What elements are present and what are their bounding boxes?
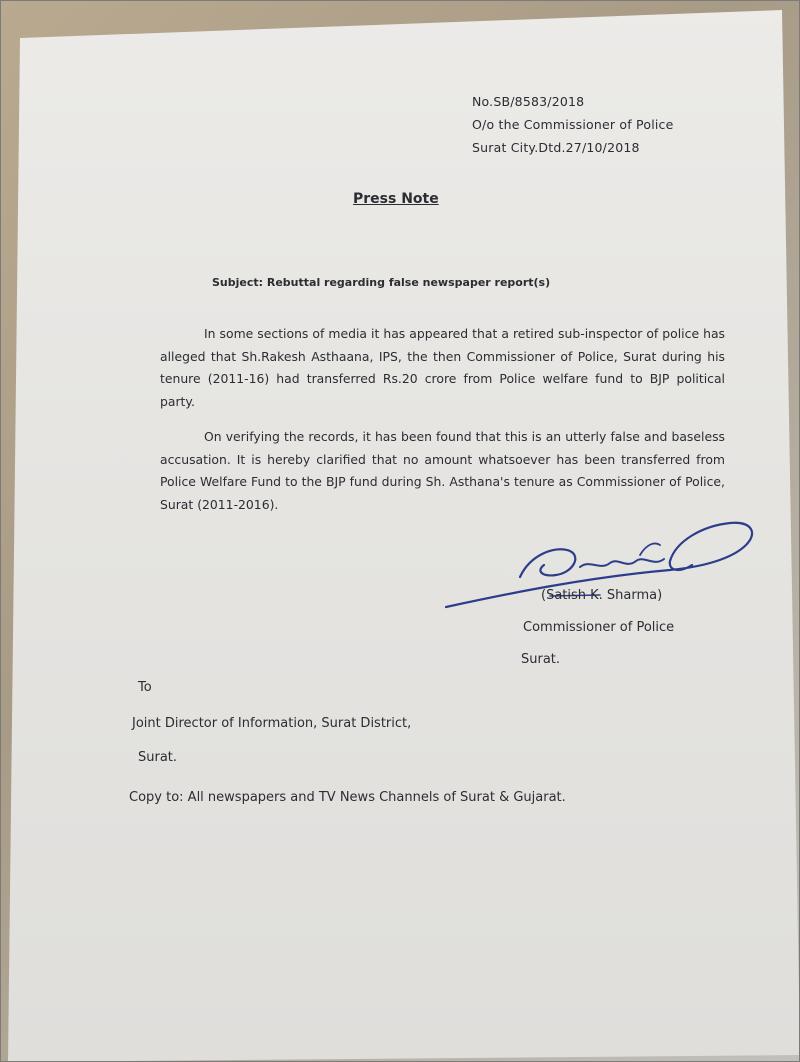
subject-line: Subject: Rebuttal regarding false newspaper report(s) xyxy=(212,276,551,289)
signatory-designation: Commissioner of Police xyxy=(523,620,675,635)
body-paragraph-1: In some sections of media it has appeared that a retired sub-inspector of police has alleged that Sh.Rakesh Asthaana, IPS, the then Commissioner of Police, Surat during his tenure (2011-16) had transferred Rs.20 crore from Police welfare fund to BJP political party. xyxy=(160,326,725,409)
recipient-to-label: To xyxy=(138,680,152,695)
document-title: Press Note xyxy=(353,191,439,207)
place-and-date: Surat City.Dtd.27/10/2018 xyxy=(472,140,640,155)
recipient-line-1: Joint Director of Information, Surat District, xyxy=(132,716,412,731)
copy-to-line: Copy to: All newspapers and TV News Channels of Surat & Gujarat. xyxy=(129,790,566,805)
signatory-place: Surat. xyxy=(521,652,561,667)
recipient-line-2: Surat. xyxy=(138,750,178,765)
issuing-office: O/o the Commissioner of Police xyxy=(472,117,674,132)
body-paragraph-2: On verifying the records, it has been found that this is an utterly false and baseless accusation. It is hereby clarified that no amount whatsoever has been transferred from Police Welfare Fund to the BJP fund during Sh. Asthana's tenure as Commissioner of Police, Surat (2011-2016). xyxy=(160,429,725,512)
reference-number: No.SB/8583/2018 xyxy=(472,94,585,109)
signatory-name: (Satish K. Sharma) xyxy=(541,588,663,603)
